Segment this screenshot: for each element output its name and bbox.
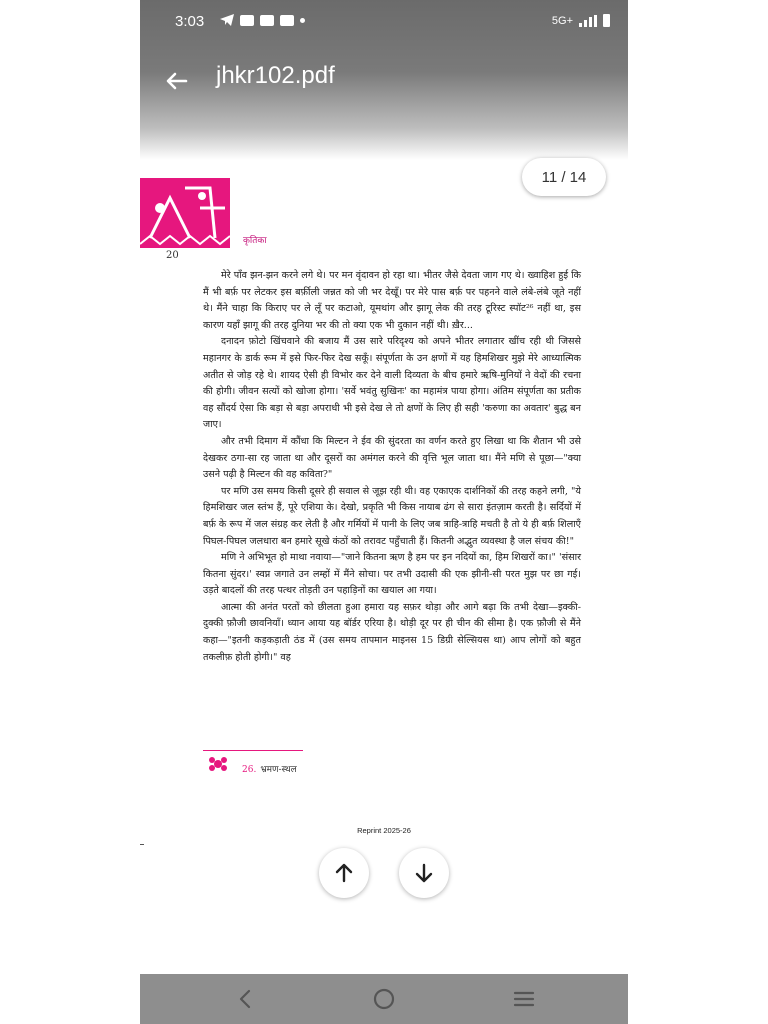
paragraph: मणि ने अभिभूत हो माथा नवाया—"जाने कितना ऋण है हम पर इन नदियों का, हिम शिखरों का।" 'संसार कितना सुंदर।' स्वप्न जगाते उन लम्हों में मैंने सोचा। पर तभी उदासी की एक झीनी-सी परत मुझ पर छा गई। उड़ते बादलों की तरह पत्थर तोड़ती उन पहाड़िनों का खयाल आ गया। [203, 552, 581, 597]
paragraph: पर मणि उस समय किसी दूसरे ही सवाल से जूझ रही थी। वह एकाएक दार्शनिकों की तरह कहने लगी, "ये हिमशिखर जल स्तंभ हैं, पूरे एशिया के। देखो, प्रकृति भी किस नायाब ढंग से सारा इंतज़ाम करती है। सर्दियों में बर्फ़ के रूप में जल संग्रह कर लेती है और गर्मियों में पानी के लिए जब त्राहि-त्राहि मचती है तो ये ही बर्फ़ शिलाएँ पिघल-पिघल जलधारा बन हमारे सूखे कंठों को तरावट पहुँचाती हैं। कितनी अद्भुत व्यवस्था है जल संचय की!" [203, 485, 581, 547]
paragraph: आत्मा की अनंत परतों को छीलता हुआ हमारा यह सफ़र थोड़ा और आगे बढ़ा कि तभी देखा—इक्की-दुक्की फ़ौजी छावनियाँ। ध्यान आया यह बॉर्डर एरिया है। थोड़ी दूर पर ही चीन की सीमा है। एक फ़ौजी से मैंने कहा—"इतनी कड़कड़ाती ठंड में (उस समय तापमान माइनस 15 डिग्री सेल्सियस था) आप लोगों को बहुत तकलीफ़ होती होगी।" वह [203, 601, 581, 663]
arrow-down-icon [412, 861, 436, 885]
paragraph: दनादन फ़ोटो खिंचवाने की बजाय मैं उस सारे परिदृश्य को अपने भीतर लगातार खींच रही थी जिससे महानगर के डार्क रूम में इसे फिर-फिर देख सकूँ। संपूर्णता के उन क्षणों में यह हिमशिखर मुझे मेरे आध्यात्मिक अतीत से जोड़ रहे थे। शायद ऐसी ही विभोर कर देने वाली दिव्यता के बीच हमारे ऋषि-मुनियों ने वेदों की रचना की होगी। जीवन सत्यों को खोजा होगा। 'सर्वे भवंतु सुखिनः' का महामंत्र पाया होगा। अंतिम संपूर्णता का प्रतीक वह सौंदर्य ऐसा कि बड़ा से बड़ा अपराधी भी इसे देख ले तो क्षणों के लिए ही सही 'करुणा का अवतार' बुद्ध बन जाए। [203, 336, 581, 431]
battery-icon [603, 14, 610, 27]
footnote-number: 26. [242, 765, 257, 775]
previous-page-button[interactable] [319, 848, 369, 898]
signal-icon [579, 15, 597, 27]
flower-ornament-icon [203, 752, 233, 776]
left-margin [0, 0, 140, 1024]
page-edge-mark [140, 844, 144, 845]
status-time: 3:03 [175, 13, 205, 30]
pdf-page [140, 170, 628, 860]
app-bar [140, 56, 628, 106]
footnote-text: भ्रमण-स्थल [260, 765, 297, 775]
page-indicator: 11 / 14 [522, 158, 606, 196]
right-margin [628, 0, 768, 1024]
page-number: 20 [166, 250, 179, 261]
notification-icons [220, 14, 305, 26]
document-title: jhkr102.pdf [216, 62, 335, 89]
arrow-up-icon [332, 861, 356, 885]
chapter-header: कृतिका [243, 236, 267, 246]
chapter-illustration [140, 178, 230, 248]
arrow-left-icon[interactable] [162, 66, 192, 96]
phone-screen [140, 0, 628, 1024]
network-label: 5G+ [551, 14, 573, 27]
mail-icon [260, 15, 274, 26]
footnote-divider [203, 750, 303, 751]
reprint-label: Reprint 2025-26 [357, 826, 411, 835]
mail-icon [280, 15, 294, 26]
next-page-button[interactable] [399, 848, 449, 898]
dot-icon [300, 18, 305, 23]
footnote [242, 762, 297, 775]
back-chevron-icon[interactable] [232, 986, 258, 1012]
system-navigation-bar [140, 974, 628, 1024]
recents-menu-icon[interactable] [511, 986, 537, 1012]
paragraph: और तभी दिमाग में कौंधा कि मिल्टन ने ईव की सुंदरता का वर्णन करते हुए लिखा था कि शैतान भी उसे देखकर ठगा-सा रह जाता था और दूसरों का अमंगल करने की वृत्ति भूल जाता था। मैंने मणि से पूछा—"क्या उसने पढ़ी है मिल्टन की वह कविता?" [203, 435, 581, 481]
paragraph: मेरे पाँव झन-झन करने लगे थे। पर मन वृंदावन हो रहा था। भीतर जैसे देवता जाग गए थे। ख्वाहिश हुई कि मैं भी बर्फ़ पर लेटकर इस बर्फ़ीली जन्नत को जी भर देखूँ। पर मेरे पास बर्फ़ पर पहनने वाले लंबे-लंबे जूते नहीं थे। मैंने चाहा कि किराए पर ले लूँ पर कटाओ, यूमथांग और झागू लेक की तरह टूरिस्ट स्पॉट²⁶ नहीं था, इस कारण यहाँ झागू की तरह दुनिया भर की तो क्या एक भी दुकान नहीं थी। ख़ैर... [203, 270, 581, 331]
home-circle-icon[interactable] [371, 986, 397, 1012]
app-icon [240, 15, 254, 26]
telegram-icon [220, 14, 234, 26]
page-body [203, 268, 581, 666]
system-status [552, 14, 610, 27]
status-bar [140, 0, 628, 44]
